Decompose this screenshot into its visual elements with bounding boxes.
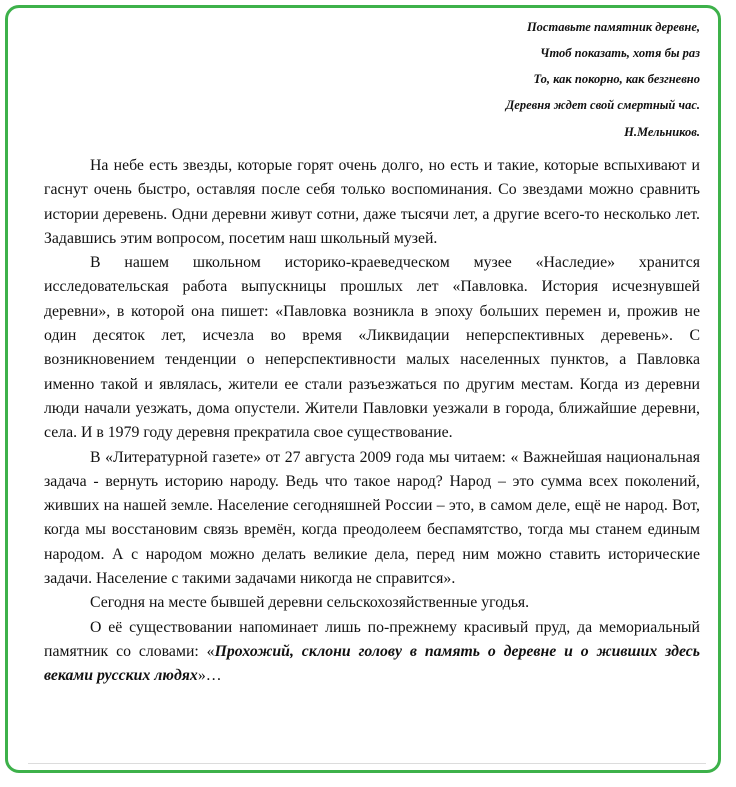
paragraph: В нашем школьном историко-краеведческом музее «Наследие» хранится исследовательская работа выпускницы прошлых лет «Павловка. История исчезнувшей деревни», в которой она пишет: «Павловка возникла в эпоху больших перемен и, прожив не один десяток лет, исчезла во время «Ликвидации неперспективных деревень». С возникновением тенденции о неперспективности малых населенных пунктов, а Павловка именно такой и являлась, жители ее стали разъезжаться по другим местам. Когда из деревни люди начали уезжать, дома опустели. Жители Павловки уезжали в города, ближайшие деревни, села. И в 1979 году деревня прекратила свое существование. [44, 254, 700, 442]
epigraph-line: Чтоб показать, хотя бы раз [540, 46, 700, 60]
epigraph [44, 14, 700, 118]
epigraph-line: То, как покорно, как безгневно [533, 72, 700, 86]
epigraph-line: Деревня ждет свой смертный час. [505, 98, 700, 112]
paragraph: На небе есть звезды, которые горят очень долго, но есть и такие, которые вспыхивают и гаснут очень быстро, оставляя после себя только воспоминания. Со звездами можно сравнить истории деревень. Одни деревни живут сотни, даже тысячи лет, а другие всего-то несколько лет. Задавшись этим вопросом, посетим наш школьный музей. [44, 157, 700, 247]
paragraph-text: О её существовании напоминает лишь по-прежнему красивый пруд, да мемориальный памятник со словами: « [44, 618, 700, 660]
paragraph-final [44, 616, 700, 689]
paragraph-text: »… [197, 667, 222, 685]
paragraph: В «Литературной газете» от 27 августа 2009 года мы читаем: « Важнейшая национальная задача - вернуть историю народу. Ведь что такое народ? Народ – это сумма всех поколений, живших на нашей земле. Население сегодняшней России – это, в самом деле, ещё не народ. Вот, когда мы восстановим связь времён, когда преодолеем беспамятство, тогда мы станем единым народом. А с народом можно делать великие дела, перед ним можно ставить исторические задачи. Население с такими задачами никогда не справится». [44, 448, 700, 588]
document-body [44, 14, 700, 689]
epigraph-line: Поставьте памятник деревне, [526, 20, 700, 34]
paragraph: Сегодня на месте бывшей деревни сельскохозяйственные угодья. [90, 594, 530, 612]
bottom-divider [28, 763, 706, 764]
memorial-inscription: Прохожий, склони голову в память о деревне и о живших здесь веками русских людях [44, 642, 701, 685]
epigraph-author: Н.Мельников. [624, 125, 700, 139]
